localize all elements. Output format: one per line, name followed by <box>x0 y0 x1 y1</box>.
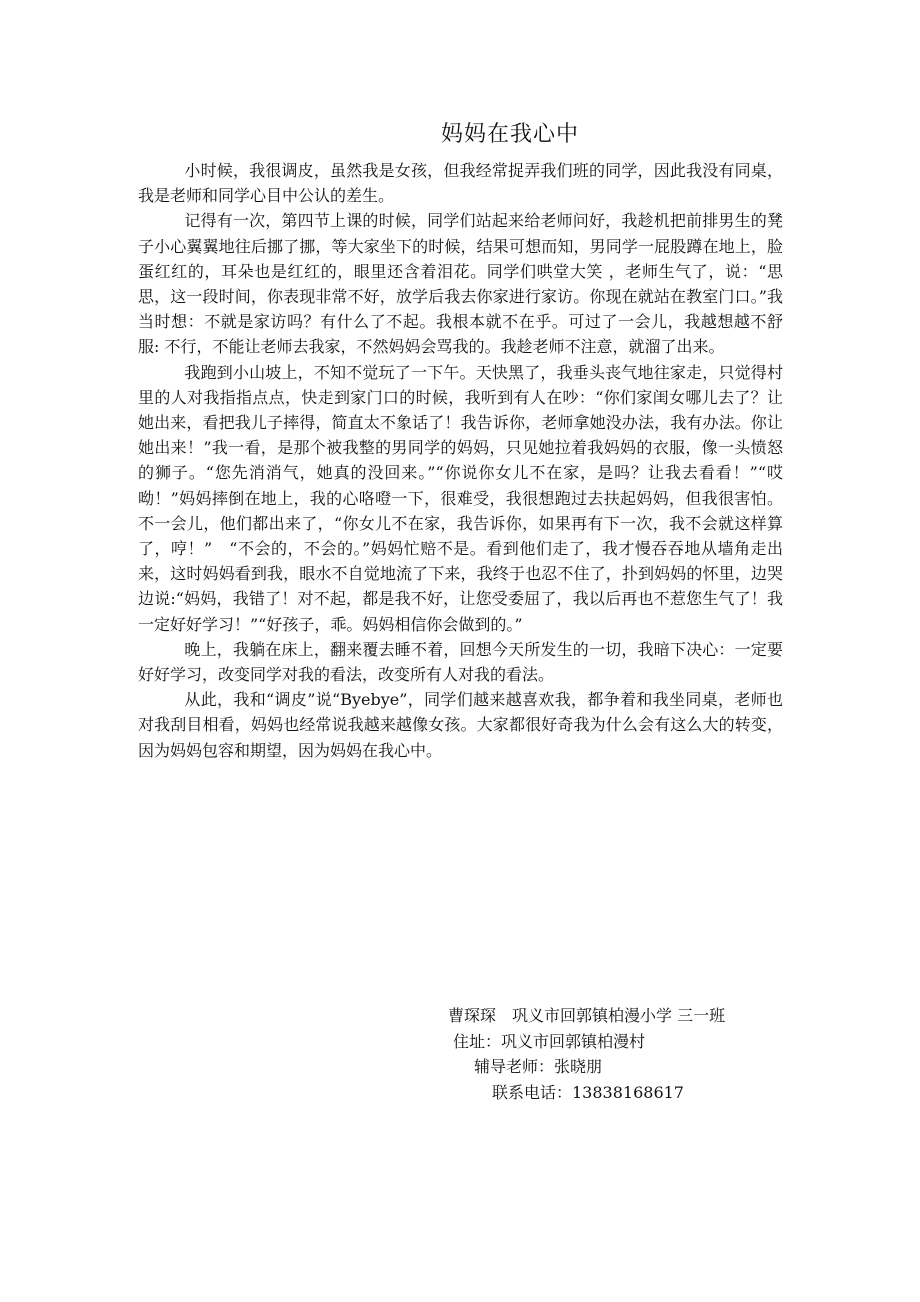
essay-body <box>138 158 783 763</box>
document-title: 妈妈在我心中 <box>440 122 579 147</box>
paragraph-3: 我跑到小山坡上，不知不觉玩了一下午。天快黑了，我垂头丧气地往家走，只觉得村里的人对我指指点点，快走到家门口的时候，我听到有人在吵：“你们家闺女哪儿去了？让她出来，看把我儿子摔得，简直太不象话了！我告诉你，老师拿她没办法，我有办法。你让她出来！”我一看，是那个被我整的男同学的妈妈，只见她拉着我妈妈的衣服，像一头愤怒的狮子。“您先消消气，她真的没回来。”“你说你女儿不在家，是吗？让我去看看！”“哎呦！”妈妈摔倒在地上，我的心咯噔一下，很难受，我很想跑过去扶起妈妈，但我很害怕。不一会儿，他们都出来了，“你女儿不在家，我告诉你，如果再有下一次，我不会就这样算了，哼！” “不会的，不会的。”妈妈忙赔不是。看到他们走了，我才慢吞吞地从墙角走出来，这时妈妈看到我，眼水不自觉地流了下来，我终于也忍不住了，扑到妈妈的怀里，边哭边说:“妈妈，我错了！对不起，都是我不好，让您受委屈了，我以后再也不惹您生气了！我一定好好学习！”“好孩子，乖。妈妈相信你会做到的。” <box>138 362 783 634</box>
paragraph-2: 记得有一次，第四节上课的时候，同学们站起来给老师问好，我趁机把前排男生的凳子小心翼翼地往后挪了挪，等大家坐下的时候，结果可想而知，男同学一屁股蹲在地上，脸蛋红红的，耳朵也是红红的，眼里还含着泪花。同学们哄堂大笑 ，老师生气了，说：“思思，这一段时间，你表现非常不好，放学后我去你家进行家访。你现在就站在教室门口。”我当时想：不就是家访吗？有什么了不起。我根本就不在乎。可过了一会儿，我越想越不舒服: 不行，不能让老师去我家，不然妈妈会骂我的。我趁老师不注意，就溜了出来。 <box>138 211 783 357</box>
signature-address: 住址：巩义市回郭镇柏漫村 <box>453 1031 646 1051</box>
paragraph-5: 从此，我和“调皮”说“Byebye”，同学们越来越喜欢我，都争着和我坐同桌，老师也对我刮目相看，妈妈也经常说我越来越像女孩。大家都很好奇我为什么会有这么大的转变，因为妈妈包容和期望，因为妈妈在我心中。 <box>138 690 783 760</box>
signature-phone: 联系电话：13838168617 <box>492 1082 684 1102</box>
signature-block <box>448 1003 808 1105</box>
paragraph-1: 小时候，我很调皮，虽然我是女孩，但我经常捉弄我们班的同学，因此我没有同桌，我是老师和同学心目中公认的差生。 <box>138 161 783 206</box>
paragraph-4: 晚上，我躺在床上，翻来覆去睡不着，回想今天所发生的一切，我暗下决心：一定要好好学习，改变同学对我的看法，改变所有人对我的看法。 <box>138 639 783 685</box>
signature-teacher: 辅导老师：张晓朋 <box>474 1057 603 1076</box>
signature-author-school: 曹琛琛 巩义市回郭镇柏漫小学 三一班 <box>448 1006 726 1025</box>
